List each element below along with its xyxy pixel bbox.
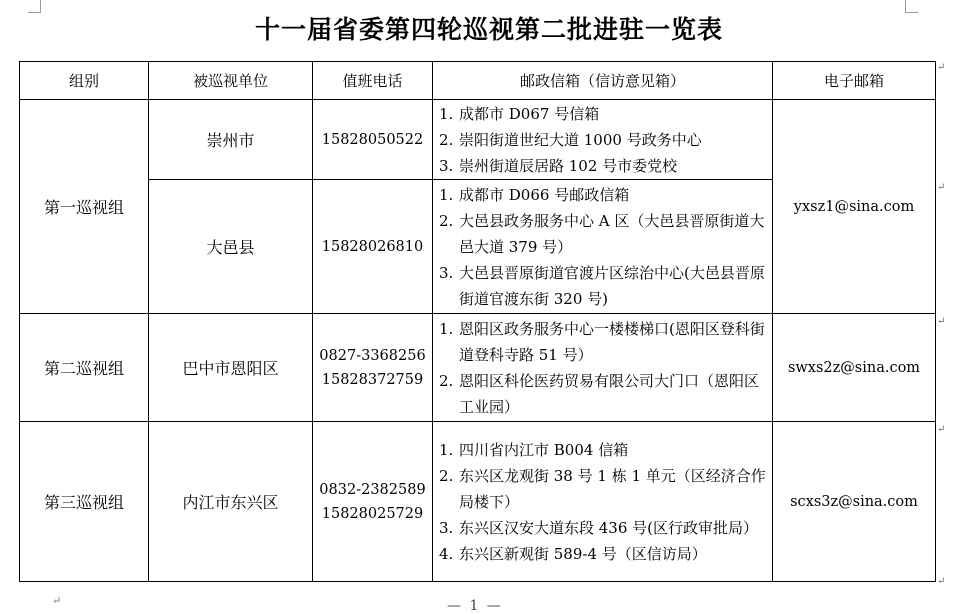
phone-cell — [313, 100, 433, 180]
list-item: 3. 大邑县晋原街道官渡片区综治中心(大邑县晋原街道官渡东街 320 号) — [439, 263, 765, 308]
phone-number: 15828050522 — [321, 131, 424, 148]
unit-name: 内江市东兴区 — [149, 422, 313, 582]
phone-cell — [313, 180, 433, 314]
group-name: 第三巡视组 — [20, 422, 149, 582]
list-item: 2. 崇阳街道世纪大道 1000 号政务中心 — [439, 130, 702, 149]
table-row — [20, 100, 936, 180]
mailbox-cell — [433, 314, 773, 422]
phone-cell — [313, 422, 433, 582]
header-group: 组别 — [20, 62, 149, 100]
phone-number: 15828026810 — [321, 238, 424, 255]
email-cell: yxsz1@sina.com — [773, 100, 936, 314]
row-end-mark: ↵ — [937, 62, 946, 73]
list-item: 4. 东兴区新观街 589-4 号（区信访局） — [439, 544, 707, 563]
table-row — [20, 314, 936, 422]
list-item: 1. 四川省内江市 B004 信箱 — [439, 440, 629, 459]
row-end-mark: ↵ — [937, 424, 946, 435]
list-item: 2. 东兴区龙观街 38 号 1 栋 1 单元（区经济合作局楼下） — [439, 466, 766, 511]
phone-number: 0832-2382589 — [319, 481, 426, 498]
phone-number: 15828372759 — [321, 371, 424, 388]
list-item: 1. 成都市 D067 号信箱 — [439, 104, 600, 123]
email-cell: scxs3z@sina.com — [773, 422, 936, 582]
row-end-mark: ↵ — [937, 316, 946, 327]
list-item: 3. 东兴区汉安大道东段 436 号(区行政审批局） — [439, 518, 759, 537]
phone-cell — [313, 314, 433, 422]
row-end-mark: ↵ — [937, 182, 946, 193]
list-item: 1. 成都市 D066 号邮政信箱 — [439, 185, 630, 204]
header-row — [20, 62, 936, 100]
unit-name: 巴中市恩阳区 — [149, 314, 313, 422]
group-name: 第二巡视组 — [20, 314, 149, 422]
list-item: 2. 大邑县政务服务中心 A 区（大邑县晋原街道大邑大道 379 号） — [439, 211, 765, 256]
header-mailbox: 邮政信箱（信访意见箱） — [433, 62, 773, 100]
table-row — [20, 422, 936, 582]
list-item: 3. 崇州街道辰居路 102 号市委党校 — [439, 156, 678, 175]
phone-number: 15828025729 — [321, 505, 424, 522]
header-unit: 被巡视单位 — [149, 62, 313, 100]
unit-name: 大邑县 — [149, 180, 313, 314]
phone-number: 0827-3368256 — [319, 347, 426, 364]
header-email: 电子邮箱 — [773, 62, 936, 100]
row-end-mark: ↵ — [937, 576, 946, 587]
document-title: 十一届省委第四轮巡视第二批进驻一览表 — [254, 15, 723, 44]
paragraph-mark: ↵ — [52, 594, 62, 607]
mailbox-cell — [433, 180, 773, 314]
mailbox-cell — [433, 422, 773, 582]
email-cell: swxs2z@sina.com — [773, 314, 936, 422]
mailbox-cell — [433, 100, 773, 180]
unit-name: 崇州市 — [149, 100, 313, 180]
inspection-table — [19, 61, 936, 582]
page-number: — 1 — — [447, 598, 503, 614]
header-phone: 值班电话 — [313, 62, 433, 100]
list-item: 2. 恩阳区科伦医药贸易有限公司大门口（恩阳区工业园） — [439, 371, 760, 416]
list-item: 1. 恩阳区政务服务中心一楼楼梯口(恩阳区登科街道登科寺路 51 号） — [439, 319, 765, 364]
group-name: 第一巡视组 — [20, 100, 149, 314]
